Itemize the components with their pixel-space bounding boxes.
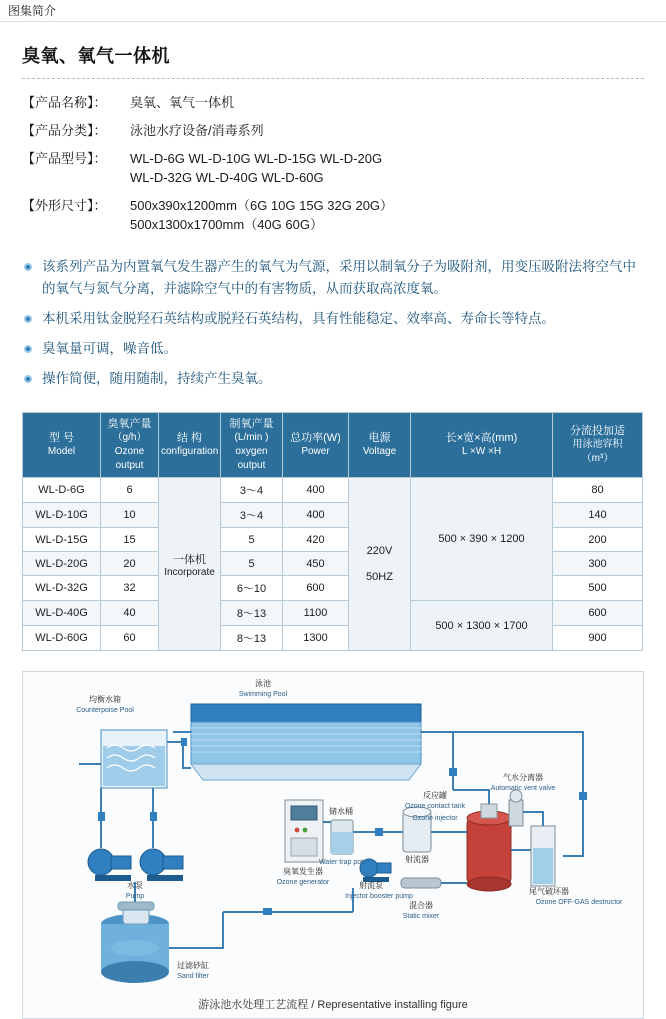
voltage-line1: 220V (366, 545, 393, 557)
content-area (0, 22, 666, 651)
th-en: (L/min ) (234, 432, 269, 443)
th-cn: 分流投加适 (570, 425, 625, 437)
structure-en: Incorporate (164, 566, 215, 578)
feature-item (22, 256, 644, 300)
cell-volume: 80 (553, 478, 643, 503)
cell-volume: 200 (553, 528, 643, 552)
spec-value (130, 121, 264, 140)
title-divider (22, 78, 644, 79)
cell-volume: 140 (553, 503, 643, 528)
cell-power: 1300 (283, 626, 349, 651)
cell-power: 600 (283, 576, 349, 601)
spec-value-line: 500x390x1200mm（6G 10G 15G 32G 20G） (130, 198, 394, 213)
spec-value-line: WL-D-6G WL-D-10G WL-D-15G WL-D-20G (130, 151, 383, 166)
feature-text: 该系列产品为内置氧气发生器产生的氧气为气源，采用以制氧分子为吸附剂，用变压吸附法将空气中的氧气与氮气分离，并滤除空气中的有害物质，从而获取高浓度氧。 (42, 259, 636, 296)
label-pool-cn: 泳池 (255, 679, 271, 688)
label-vent-valve-en: Automatic vent valve (490, 785, 556, 792)
spec-row (22, 149, 644, 187)
th-voltage (349, 413, 411, 478)
feature-list (22, 256, 644, 390)
cell-dimension-large: 500 × 1300 × 1700 (411, 601, 553, 651)
spec-value-line: 500x1300x1700mm（40G 60G） (130, 217, 323, 232)
spec-value-line: WL-D-32G WL-D-40G WL-D-60G (130, 170, 324, 185)
th-en2: oxygen output (235, 446, 268, 471)
th-en2: Ozone output (114, 446, 145, 471)
specification-table (22, 412, 643, 651)
cell-oxygen: 6～10 (221, 576, 283, 601)
table-row (23, 601, 643, 626)
label-contact-tank-en: Ozone contact tank (404, 803, 466, 810)
th-en: （g/h） (112, 432, 147, 443)
process-flow-diagram (22, 671, 644, 1019)
spec-label: 【外形尺寸】： (22, 198, 107, 213)
diagram-svg (23, 672, 644, 1019)
th-cn: 结 构 (176, 432, 203, 444)
label-offgas-destructor-cn: 尾气破坏器 (529, 887, 569, 896)
cell-power: 450 (283, 552, 349, 576)
spec-value (130, 196, 393, 234)
th-configuration (159, 413, 221, 478)
cell-volume: 900 (553, 626, 643, 651)
label-offgas-destructor-en: Ozone OFF-GAS destructor (535, 899, 623, 906)
spec-value-line: 臭氧、氧气一体机 (130, 95, 235, 110)
cell-model: WL-D-20G (23, 552, 101, 576)
cell-model: WL-D-6G (23, 478, 101, 503)
feature-text: 臭氧量可调，噪音低。 (42, 341, 177, 356)
cell-ozone: 6 (101, 478, 159, 503)
cell-oxygen: 3～4 (221, 478, 283, 503)
cell-volume: 300 (553, 552, 643, 576)
th-en: configuration (161, 446, 219, 457)
label-sand-filter-en: Sand filter (177, 973, 209, 980)
label-static-mixer-cn: 混合器 (409, 901, 433, 910)
spec-label: 【产品分类】： (22, 123, 107, 138)
th-cn: 电源 (368, 432, 391, 444)
label-injector-en: Ozone injector (412, 815, 458, 822)
th-en2: （m³） (581, 453, 614, 464)
label-ozone-generator-cn: 臭氧发生器 (283, 867, 323, 876)
spec-row (22, 196, 644, 234)
spec-row (22, 93, 644, 112)
th-en: Model (47, 446, 76, 457)
th-dimensions (411, 413, 553, 478)
label-water-trap-cn: 储水桶 (329, 807, 353, 816)
feature-text: 本机采用钛金脱羟石英结构或脱羟石英结构，具有性能稳定、效率高、寿命长等特点。 (42, 311, 555, 326)
feature-item (22, 338, 644, 360)
th-oxygen-output (221, 413, 283, 478)
feature-item (22, 308, 644, 330)
cell-power: 1100 (283, 601, 349, 626)
spec-value (130, 93, 234, 112)
bullet-dot-icon (24, 263, 32, 271)
label-static-mixer-en: Static mixer (402, 913, 440, 920)
cell-ozone: 20 (101, 552, 159, 576)
bullet-dot-icon (24, 315, 32, 323)
cell-power: 400 (283, 478, 349, 503)
feature-item (22, 368, 644, 390)
cell-volume: 500 (553, 576, 643, 601)
diagram-caption: 游泳池水处理工艺流程 / Representative installing figure (198, 999, 468, 1011)
structure-cn: 一体机 (173, 553, 206, 566)
label-injector-cn: 射流器 (405, 855, 429, 864)
cell-model: WL-D-60G (23, 626, 101, 651)
cell-model: WL-D-15G (23, 528, 101, 552)
cell-ozone: 40 (101, 601, 159, 626)
cell-oxygen: 8～13 (221, 626, 283, 651)
bullet-dot-icon (24, 375, 32, 383)
spec-label: 【产品名称】： (22, 95, 107, 110)
label-booster-pump-en: Injector booster pump (345, 893, 413, 900)
label-pool-en: Swimming Pool (238, 691, 288, 698)
cell-model: WL-D-10G (23, 503, 101, 528)
page-title: 臭氧、氧气一体机 (22, 46, 170, 66)
cell-oxygen: 8～13 (221, 601, 283, 626)
topbar (0, 0, 666, 22)
th-en: 用泳池容积 (572, 439, 623, 450)
label-booster-pump-cn: 射流泵 (359, 881, 383, 890)
table-row (23, 478, 643, 503)
label-vent-valve-cn: 气水分离器 (503, 773, 543, 782)
cell-ozone: 10 (101, 503, 159, 528)
th-cn: 臭氧产量 (107, 418, 152, 430)
th-en: Voltage (362, 446, 397, 457)
cell-ozone: 15 (101, 528, 159, 552)
feature-text: 操作简便，随用随制，持续产生臭氧。 (42, 371, 272, 386)
th-cn: 长×宽×高(mm) (445, 432, 518, 444)
cell-power: 400 (283, 503, 349, 528)
spec-list (22, 93, 644, 234)
spec-value (130, 149, 382, 187)
cell-oxygen: 5 (221, 552, 283, 576)
voltage-line2: 50HZ (366, 571, 393, 583)
cell-structure (159, 478, 221, 651)
cell-power: 420 (283, 528, 349, 552)
cell-model: WL-D-32G (23, 576, 101, 601)
label-pump-cn: 水泵 (127, 881, 143, 890)
label-pump-en: Pump (125, 893, 145, 900)
spec-label: 【产品型号】： (22, 151, 107, 166)
th-pool-volume (553, 413, 643, 478)
label-sand-filter-cn: 过滤砂缸 (177, 961, 209, 970)
th-en: Power (301, 446, 330, 457)
cell-volume: 600 (553, 601, 643, 626)
th-en: L ×W ×H (461, 446, 502, 457)
table-header-row (23, 413, 643, 478)
label-counterpoise-pool-en: Counterpoise Pool (76, 707, 134, 714)
bullet-dot-icon (24, 345, 32, 353)
th-ozone-output (101, 413, 159, 478)
th-model (23, 413, 101, 478)
topbar-title: 图集简介 (8, 4, 57, 18)
label-counterpoise-pool-cn: 均衡水箱 (89, 695, 121, 704)
cell-oxygen: 3～4 (221, 503, 283, 528)
cell-dimension-small: 500 × 390 × 1200 (411, 478, 553, 601)
cell-ozone: 60 (101, 626, 159, 651)
spec-value-line: 泳池水疗设备/消毒系列 (130, 123, 264, 138)
spec-row (22, 121, 644, 140)
label-contact-tank-cn: 反应罐 (423, 791, 447, 800)
cell-oxygen: 5 (221, 528, 283, 552)
label-water-trap-en: Water trap pot (318, 859, 364, 866)
th-cn: 型 号 (48, 432, 75, 444)
th-cn: 制氧产量 (229, 418, 274, 430)
cell-voltage (349, 478, 411, 651)
label-ozone-generator-en: Ozone generator (276, 879, 330, 886)
th-cn: 总功率(W) (290, 432, 341, 444)
th-power (283, 413, 349, 478)
cell-ozone: 32 (101, 576, 159, 601)
cell-model: WL-D-40G (23, 601, 101, 626)
